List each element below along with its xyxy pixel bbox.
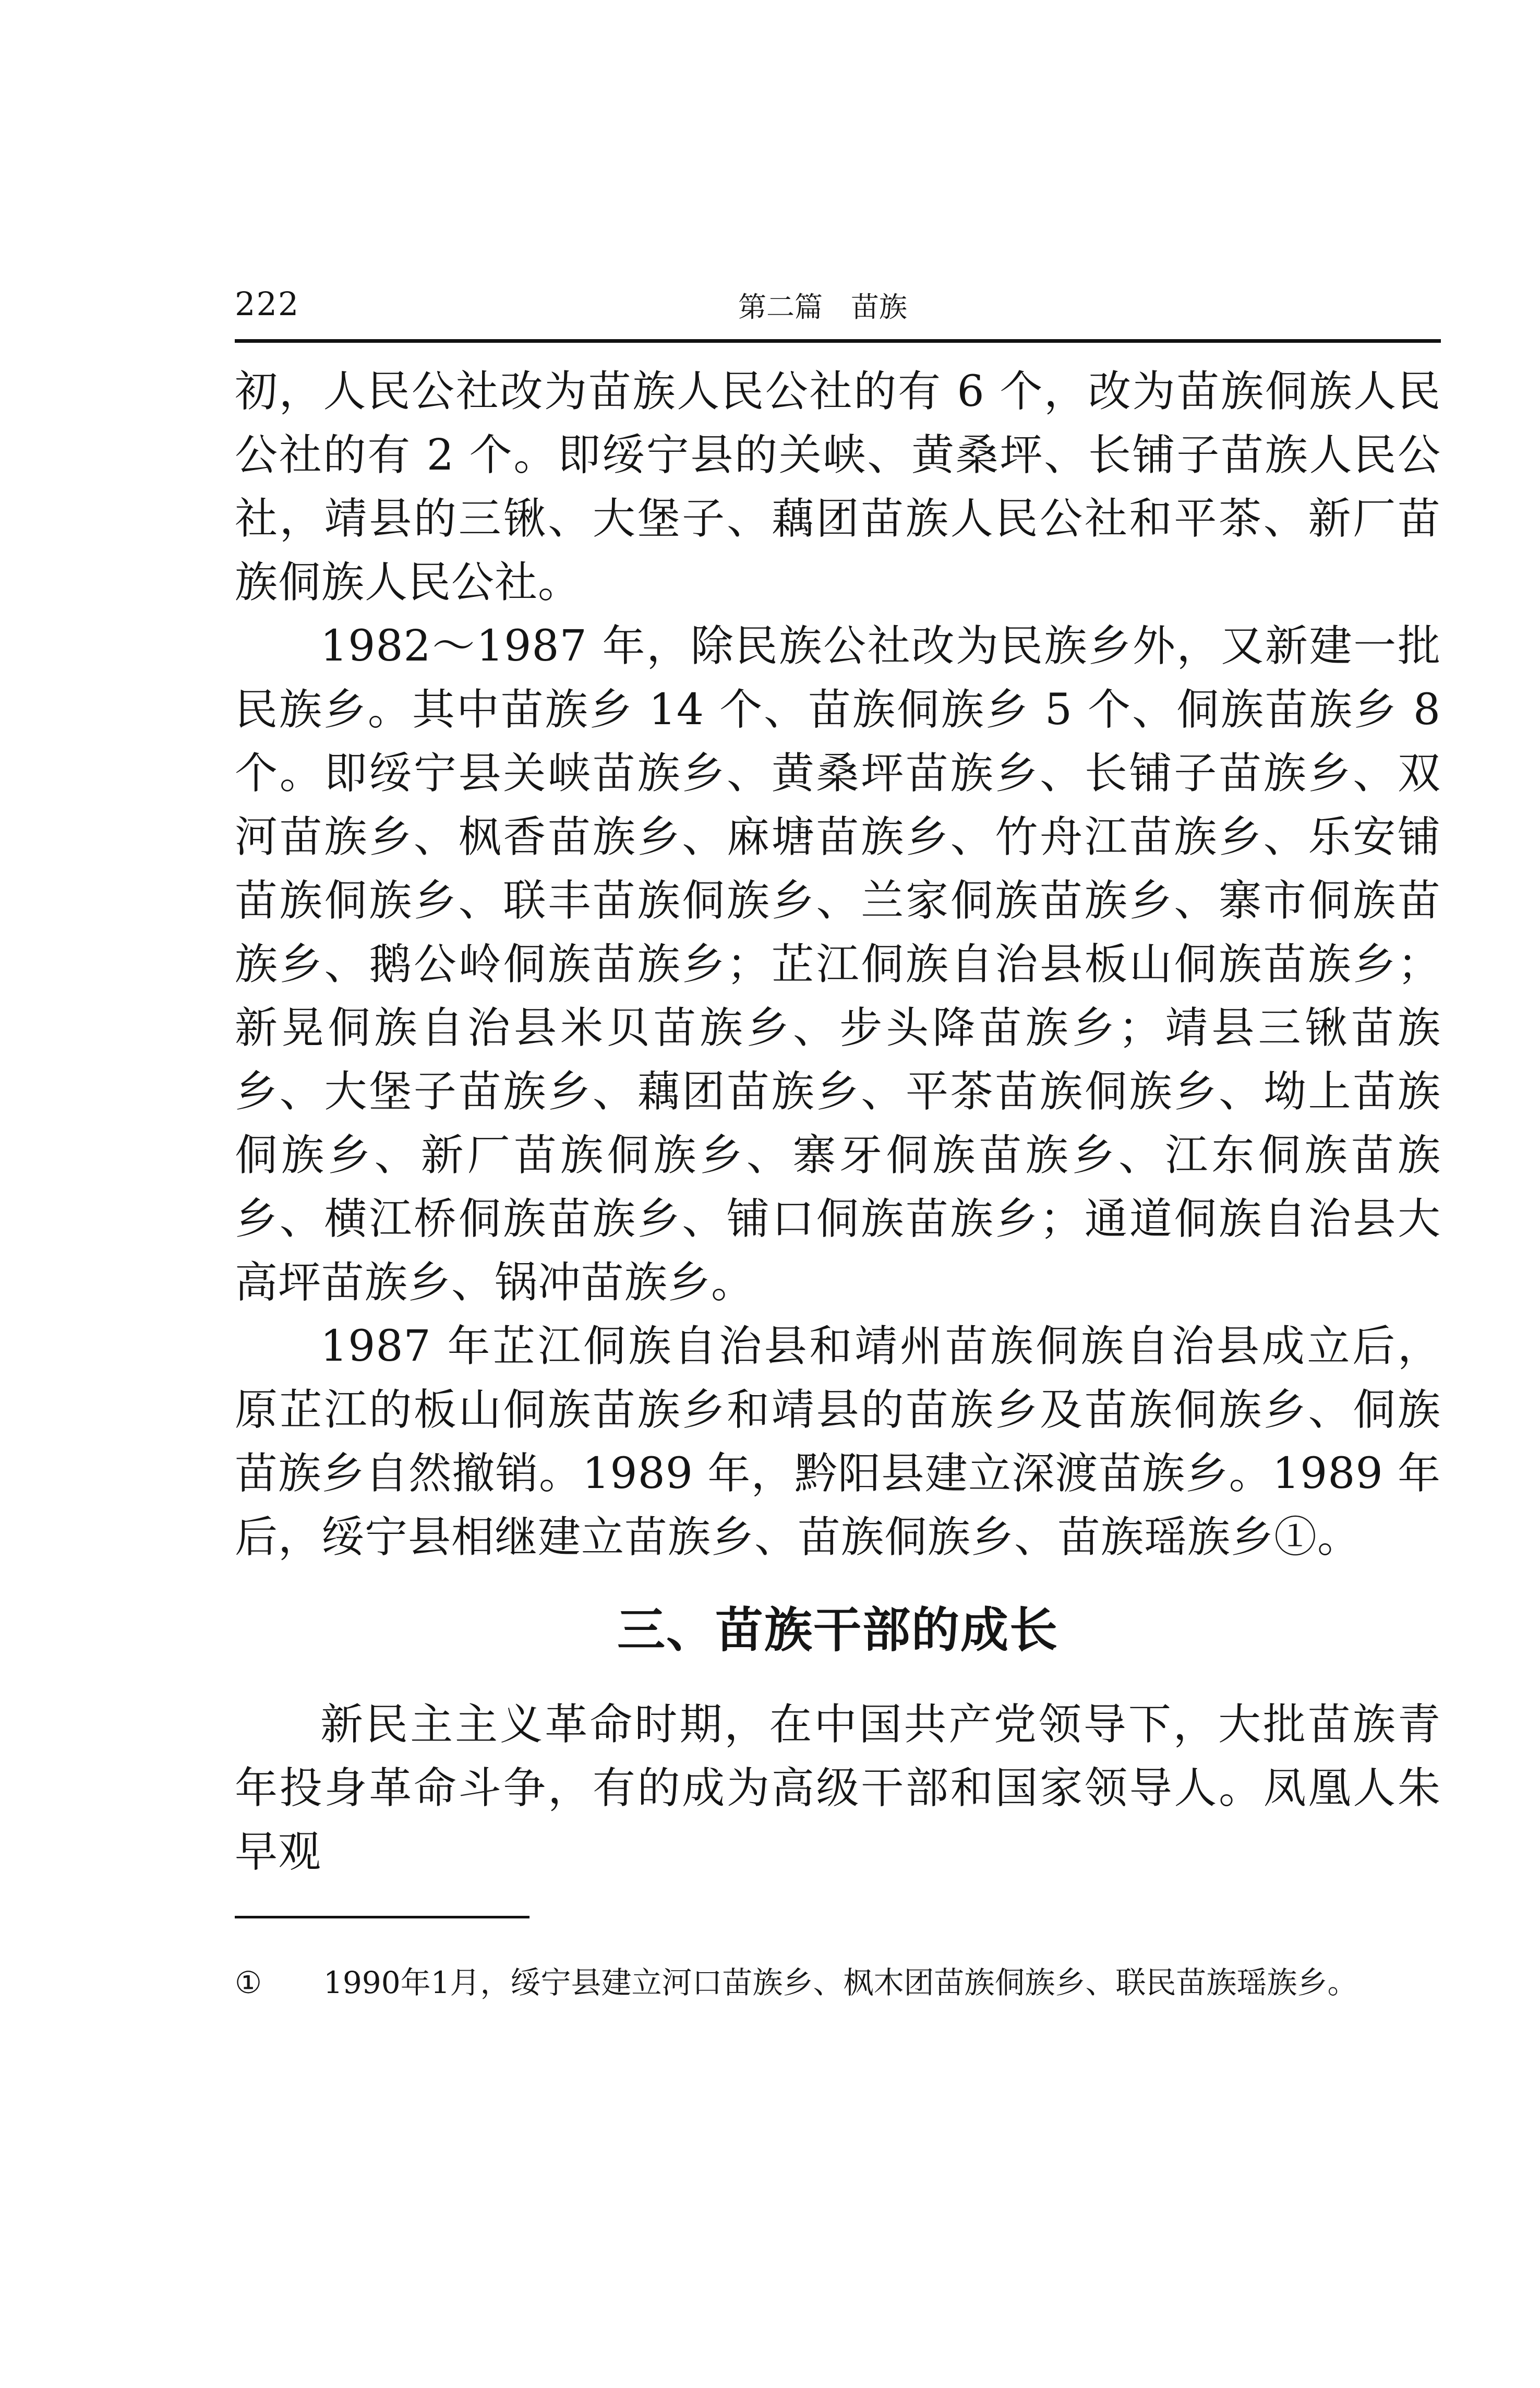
paragraph: 1982～1987 年，除民族公社改为民族乡外，又新建一批民族乡。其中苗族乡 14 个、苗族侗族乡 5 个、侗族苗族乡 8 个。即绥宁县关峡苗族乡、黄桑坪苗族乡、长铺子苗族乡、双河苗族乡、枫香苗族乡、麻塘苗族乡、竹舟江苗族乡、乐安铺苗族侗族乡、联丰苗族侗族乡、兰家侗族苗族乡、寨市侗族苗族乡、鹅公岭侗族苗族乡；芷江侗族自治县板山侗族苗族乡；新晃侗族自治县米贝苗族乡、步头降苗族乡；靖县三锹苗族乡、大堡子苗族乡、藕团苗族乡、平茶苗族侗族乡、坳上苗族侗族乡、新厂苗族侗族乡、寨牙侗族苗族乡、江东侗族苗族乡、横江桥侗族苗族乡、铺口侗族苗族乡；通道侗族自治县大高坪苗族乡、锅冲苗族乡。 — [235, 621, 1441, 1307]
header-rule — [235, 339, 1441, 343]
footnote — [235, 1959, 1441, 2006]
footnote-divider — [235, 1916, 530, 1918]
page-header — [235, 275, 1440, 338]
paragraph: 新民主主义革命时期，在中国共产党领导下，大批苗族青年投身革命斗争，有的成为高级干部和国家领导人。凤凰人朱早观 — [235, 1700, 1441, 1877]
body-text — [235, 360, 1441, 1884]
footnote-mark: ① — [235, 1965, 262, 2000]
section-heading: 三、苗族干部的成长 — [617, 1602, 1058, 1658]
paragraph: 1987 年芷江侗族自治县和靖州苗族侗族自治县成立后，原芷江的板山侗族苗族乡和靖县的苗族乡及苗族侗族乡、侗族苗族乡自然撤销。1989 年，黔阳县建立深渡苗族乡。1989 年后，绥宁县相继建立苗族乡、苗族侗族乡、苗族瑶族乡①。 — [235, 1322, 1441, 1562]
running-head: 第二篇 苗族 — [738, 291, 907, 323]
footnote-text: 1990年1月，绥宁县建立河口苗族乡、枫木团苗族侗族乡、联民苗族瑶族乡。 — [323, 1965, 1358, 2000]
paragraph: 初，人民公社改为苗族人民公社的有 6 个，改为苗族侗族人民公社的有 2 个。即绥宁县的关峡、黄桑坪、长铺子苗族人民公社，靖县的三锹、大堡子、藕团苗族人民公社和平茶、新厂苗族侗族人民公社。 — [235, 367, 1441, 607]
page-number: 222 — [235, 285, 300, 323]
